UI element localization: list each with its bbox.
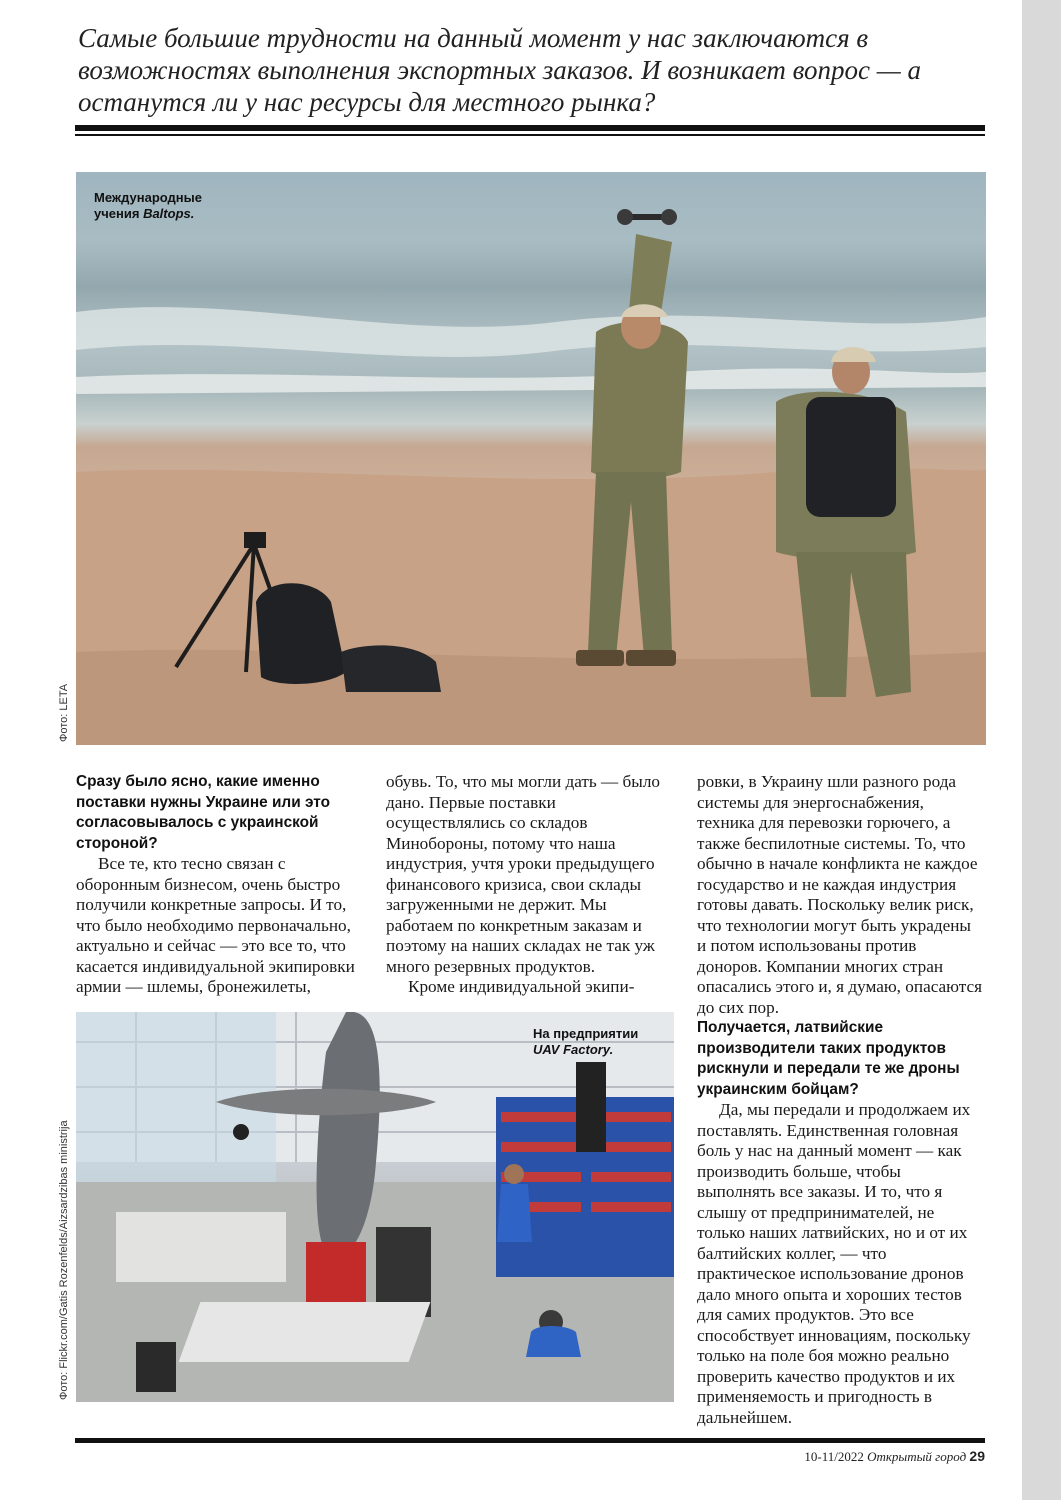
pull-quote-rule-thin — [75, 134, 985, 136]
photo-beach-caption — [94, 190, 202, 222]
article-column-1 — [76, 772, 366, 998]
footer-issue: 10-11/2022 — [804, 1449, 864, 1464]
photo-factory-credit: Фото: Flickr.com/Gatis Rozenfelds/Aizsardzibas ministrija — [58, 1120, 70, 1400]
interview-question-1: Сразу было ясно, какие именно поставки нужны Украине или это согласовывалось с украинской стороной? — [76, 773, 330, 852]
photo-beach-caption-line1: Международные — [94, 190, 202, 205]
article-column-3 — [697, 772, 983, 1428]
footer-magazine: Открытый город — [867, 1449, 967, 1464]
interview-question-2: Получается, латвийские производители таких продуктов рискнули и передали те же дроны украинским бойцам? — [697, 1019, 960, 1098]
article-column-2 — [386, 772, 676, 998]
photo-factory-caption-line1: На предприятии — [533, 1026, 639, 1041]
article-column-2-continuation: Кроме индивидуальной экипи- — [408, 977, 635, 996]
pull-quote-rule-thick — [75, 125, 985, 131]
photo-uav-factory — [76, 1012, 674, 1402]
page-footer — [804, 1448, 985, 1465]
photo-factory-caption — [533, 1026, 638, 1058]
footer-rule — [75, 1438, 985, 1443]
interview-answer-1: Все те, кто тесно связан с оборонным бизнесом, очень быстро получили конкретные запросы. И то, что было необходимо первоначально, актуально и сейчас — это все то, что касается индивидуальной экипировки армии — шлемы, бронежилеты, — [76, 854, 355, 996]
article-column-3-text: ровки, в Украину шли разного рода системы для энергоснабжения, техника для перевозки горючего, а также беспилотные системы. То, что обычно в начале конфликта не каждое государство и не каждая индустрия готовы давать. Поскольку велик риск, что технологии могут быть украдены и потом использованы против доноров. Компании многих стран опасались этого и, я думаю, опасаются до сих пор. — [697, 772, 983, 1017]
photo-factory-caption-italic: UAV Factory. — [533, 1042, 614, 1057]
page-edge-bar — [1022, 0, 1061, 1500]
footer-page-number: 29 — [969, 1448, 985, 1464]
photo-beach-credit: Фото: LETA — [58, 683, 70, 742]
photo-beach-drone-exercise — [76, 172, 986, 745]
article-column-2-text: обувь. То, что мы могли дать — было дано. Первые поставки осуществлялись со складов Минобороны, потому что наша индустрия, учтя уроки предыдущего финансового кризиса, свои склады загруженными не держит. Мы работаем по конкретным заказам и поэтому на наших складах не так уж много резервных продуктов. — [386, 772, 660, 976]
photo-beach-caption-italic: Baltops. — [143, 206, 195, 221]
pull-quote: Самые большие трудности на данный момент у нас заключаются в возможностях выполнения экспортных заказов. И возникает вопрос — а останутся ли у нас ресурсы для местного рынка? — [78, 23, 922, 117]
photo-beach-caption-line2: учения — [94, 206, 144, 221]
interview-answer-2: Да, мы передали и продолжаем их поставлять. Единственная головная боль у нас на данный момент — как производить больше, чтобы выполнять все заказы. И то, что я слышу от предпринимателей, не только наших латвийских, но и от их балтийских коллег, — что практическое использование дронов дало много опыта и хороших тестов для самих продуктов. Это все способствует инновациям, поскольку только на поле боя можно реально проверить качество продуктов и их применяемость и пригодность в дальнейшем. — [697, 1100, 971, 1427]
